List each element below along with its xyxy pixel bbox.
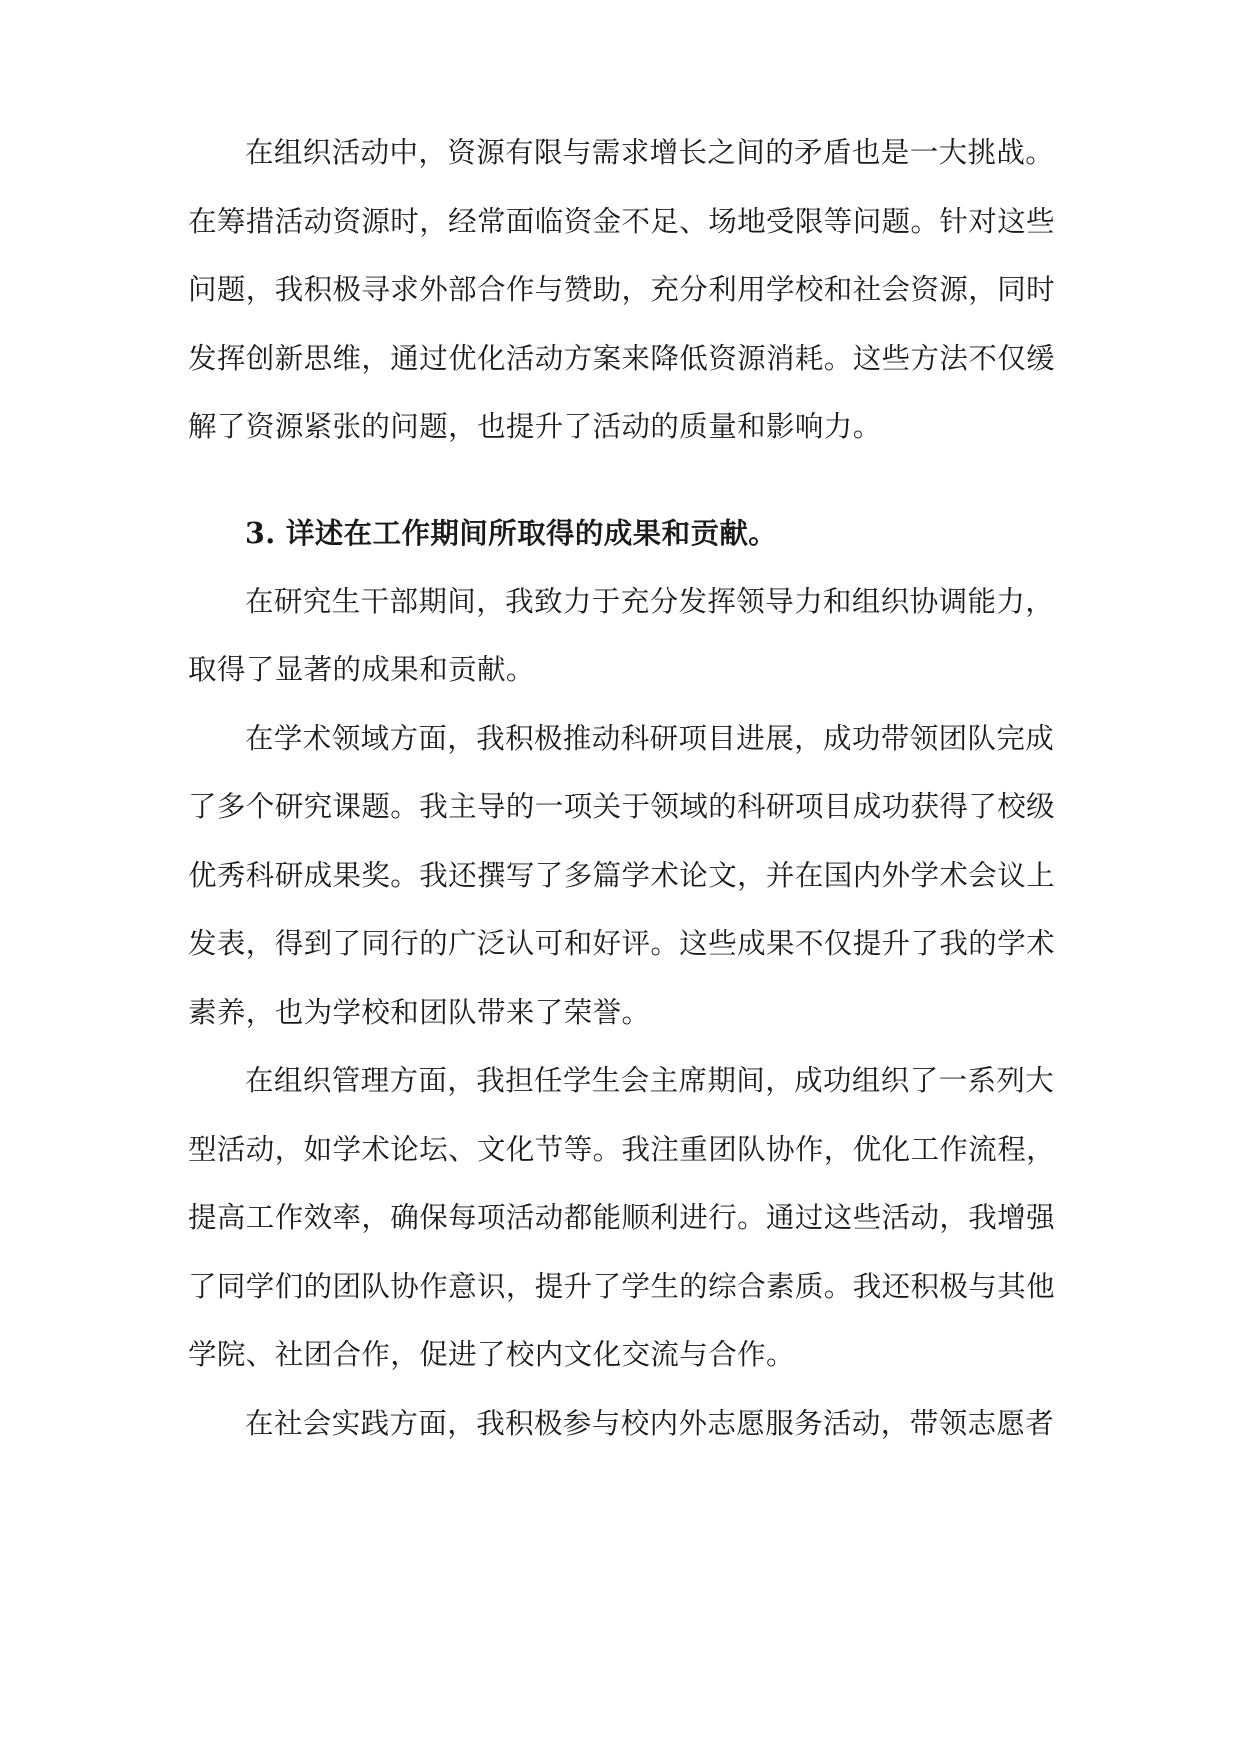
paragraph-line: 在社会实践方面，我积极参与校内外志愿服务活动，带领志愿者 — [245, 1407, 1055, 1440]
paragraph-line: 发挥创新思维，通过优化活动方案来降低资源消耗。这些方法不仅缓 — [188, 342, 1056, 375]
paragraph-line: 取得了显著的成果和贡献。 — [188, 653, 535, 686]
paragraph-line: 发表，得到了同行的广泛认可和好评。这些成果不仅提升了我的学术 — [188, 927, 1056, 960]
paragraph-line: 在组织管理方面，我担任学生会主席期间，成功组织了一系列大 — [245, 1064, 1055, 1097]
paragraph-line: 解了资源紧张的问题，也提升了活动的质量和影响力。 — [188, 410, 882, 443]
paragraph-line: 问题，我积极寻求外部合作与赞助，充分利用学校和社会资源，同时 — [188, 273, 1056, 306]
paragraph-line: 在学术领域方面，我积极推动科研项目进展，成功带领团队完成 — [245, 722, 1055, 755]
paragraph-line: 在筹措活动资源时，经常面临资金不足、场地受限等问题。针对这些 — [188, 205, 1056, 238]
paragraph-line: 学院、社团合作，促进了校内文化交流与合作。 — [188, 1338, 795, 1371]
section-heading: 3. 详述在工作期间所取得的成果和贡献。 — [245, 516, 778, 550]
paragraph-line: 在组织活动中，资源有限与需求增长之间的矛盾也是一大挑战。 — [245, 136, 1055, 169]
paragraph-line: 了多个研究课题。我主导的一项关于领域的科研项目成功获得了校级 — [188, 790, 1056, 823]
paragraph-line: 优秀科研成果奖。我还撰写了多篇学术论文，并在国内外学术会议上 — [188, 859, 1056, 892]
paragraph-line: 提高工作效率，确保每项活动都能顺利进行。通过这些活动，我增强 — [188, 1201, 1056, 1234]
paragraph-line: 素养，也为学校和团队带来了荣誉。 — [188, 996, 651, 1029]
paragraph-line: 了同学们的团队协作意识，提升了学生的综合素质。我还积极与其他 — [188, 1270, 1056, 1303]
paragraph-line: 型活动，如学术论坛、文化节等。我注重团队协作，优化工作流程， — [188, 1133, 1056, 1166]
paragraph-line: 在研究生干部期间，我致力于充分发挥领导力和组织协调能力， — [245, 585, 1055, 618]
